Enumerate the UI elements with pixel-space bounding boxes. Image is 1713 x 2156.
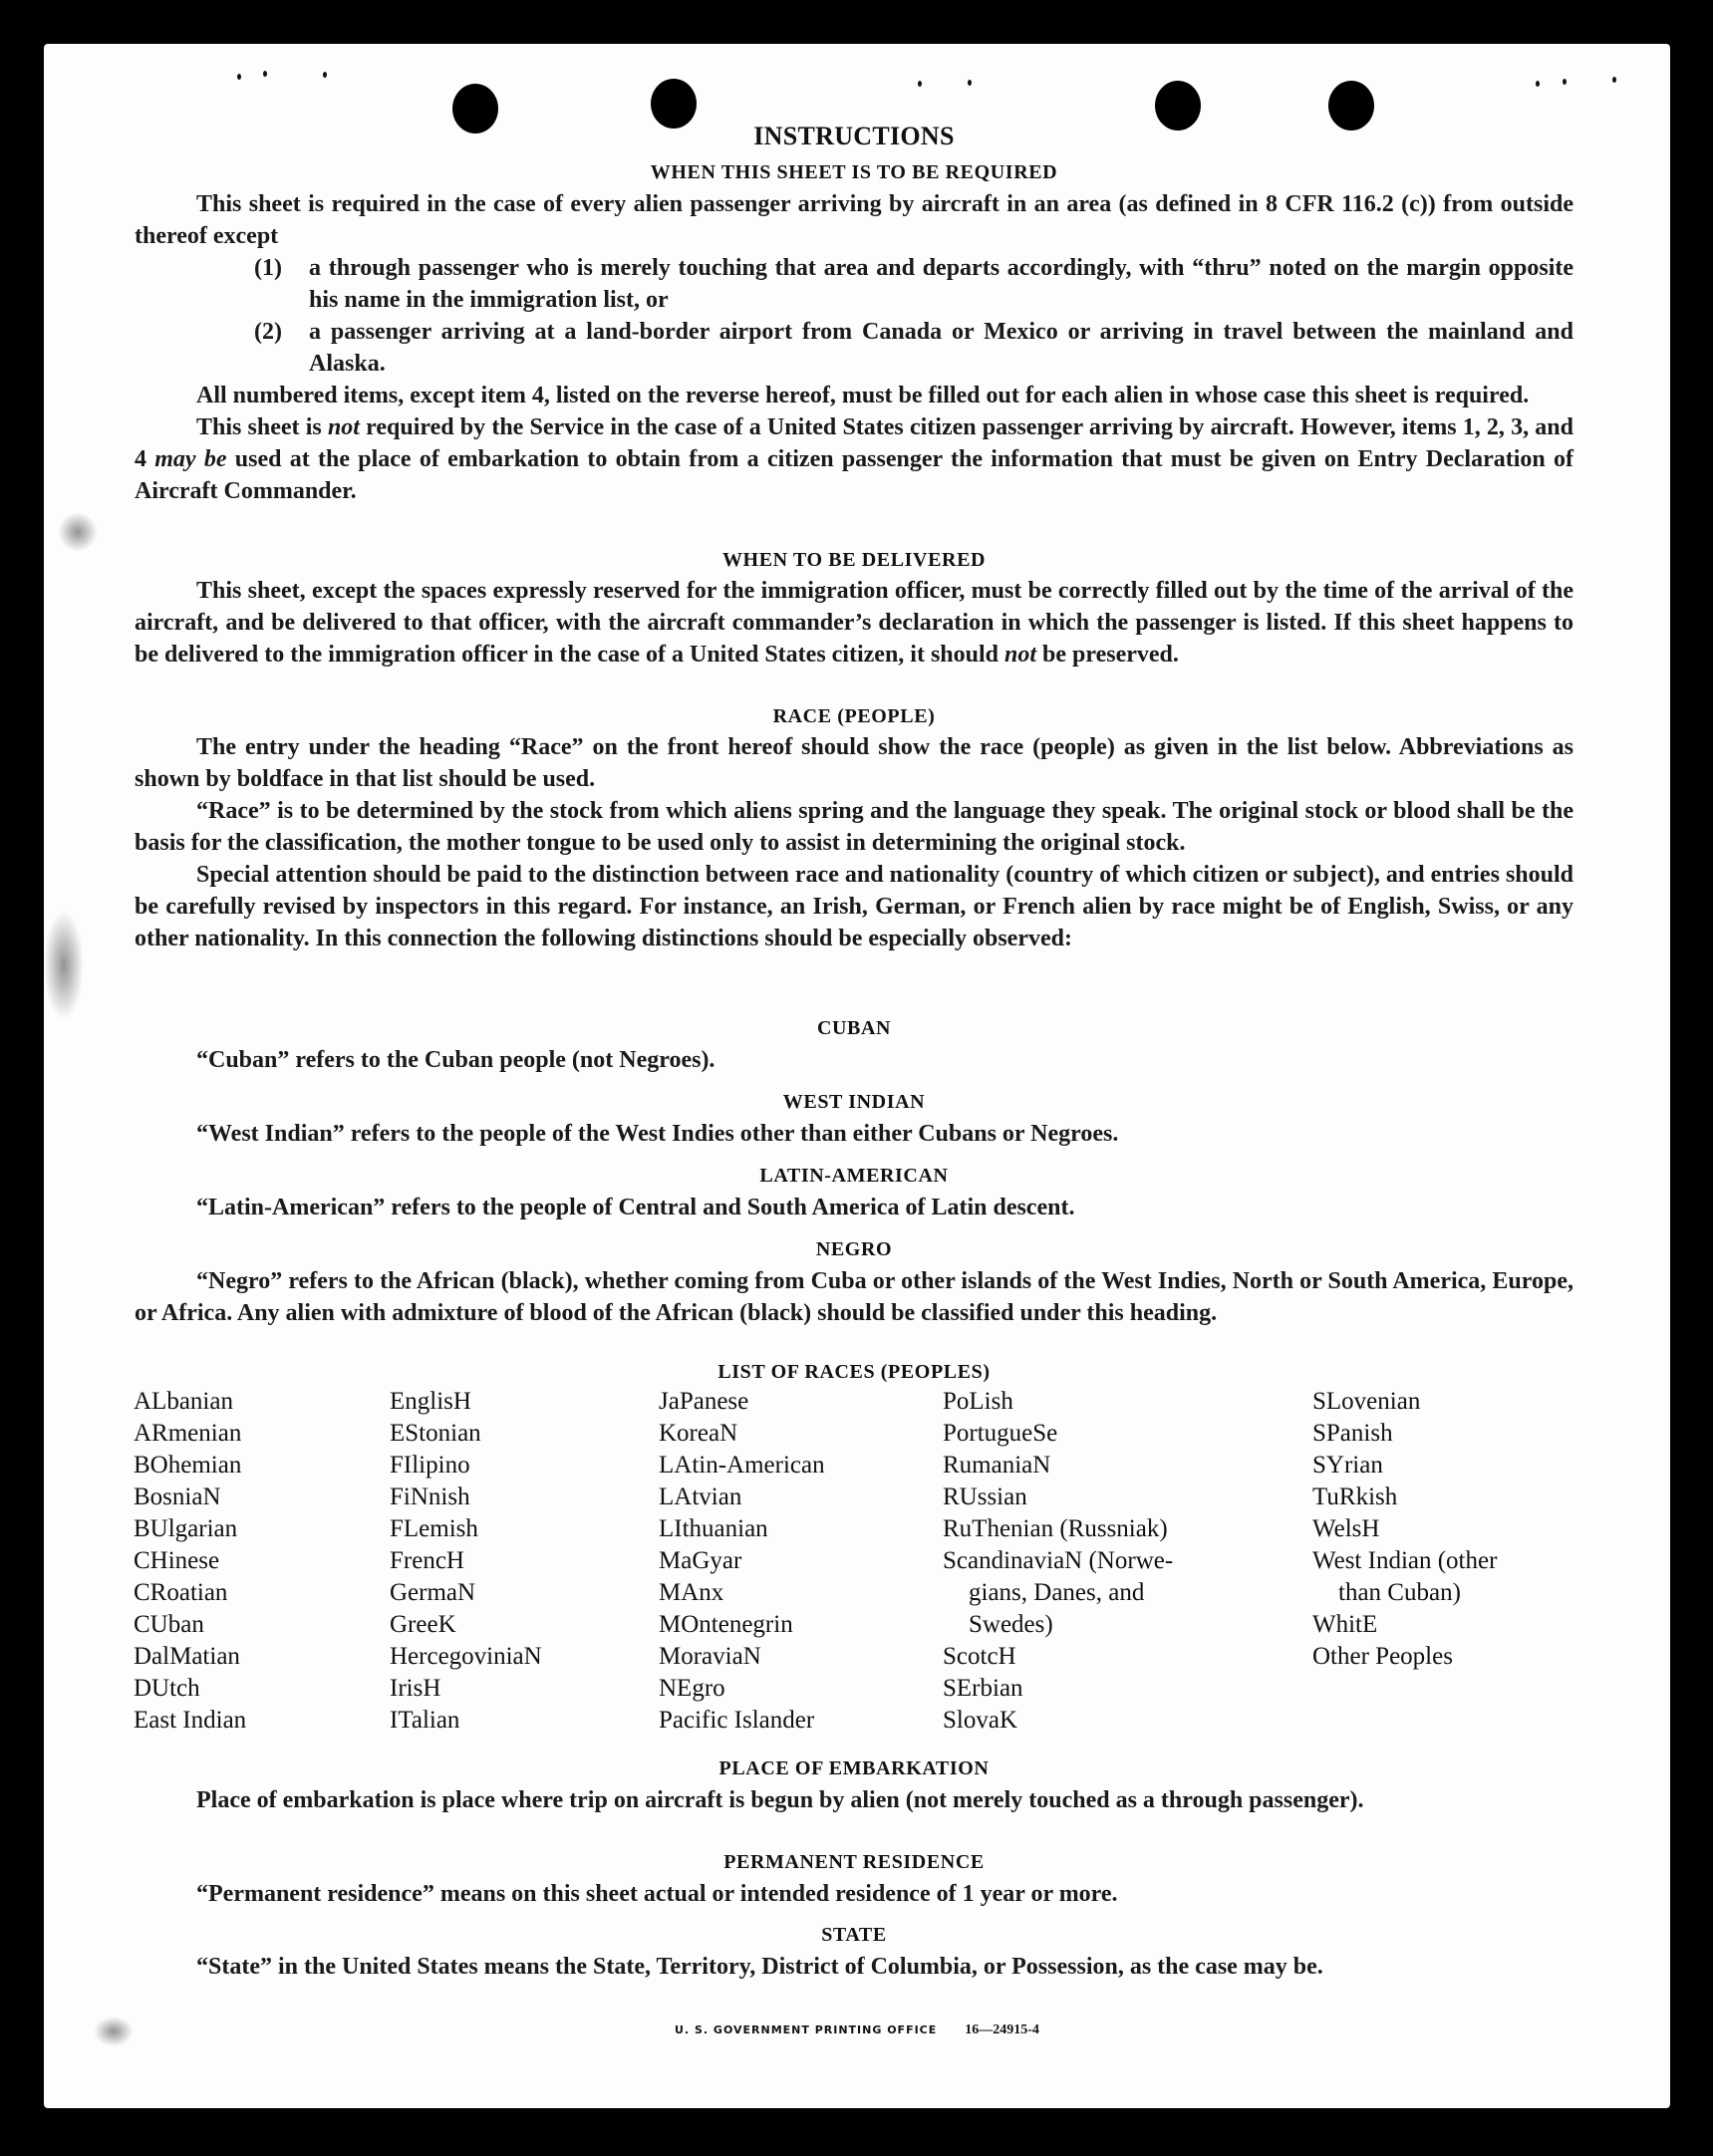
paragraph: All numbered items, except item 4, listed on the reverse hereof, must be filled out for each alien in whose case this sheet is required.: [196, 383, 1530, 408]
race-list-item: WhitE: [1312, 1611, 1378, 1638]
race-list-item: RUssian: [943, 1483, 1027, 1510]
section-embarkation: [135, 1784, 1573, 1816]
speck: [968, 80, 972, 86]
race-list-item: East Indian: [134, 1707, 247, 1734]
race-column-3: [659, 1386, 825, 1737]
section-required: [135, 188, 1573, 507]
emphasis: not: [1004, 642, 1037, 668]
paragraph: This sheet is required in the case of every alien passenger arriving by aircraft in an area (as defined in 8 CFR 116.2 (c)) from outside thereof except: [135, 191, 1573, 249]
race-column-4: [943, 1386, 1173, 1737]
race-list-item: FLemish: [390, 1515, 478, 1542]
race-list-item: LAtvian: [659, 1483, 742, 1510]
text: The entry under the heading “Race” on the front hereof should show the race (people) as given in the list below. Abbreviations as shown by: [135, 734, 1573, 792]
section-heading-required: WHEN THIS SHEET IS TO BE REQUIRED: [650, 161, 1058, 183]
section-negro: [135, 1265, 1573, 1329]
race-list-item: BUlgarian: [134, 1515, 238, 1542]
speck: [1612, 77, 1616, 83]
race-list-item: SErbian: [943, 1675, 1023, 1702]
race-list-item: PortugueSe: [943, 1420, 1058, 1447]
race-list-item: DUtch: [134, 1675, 200, 1702]
section-heading-state: STATE: [821, 1924, 887, 1946]
emphasis: may be: [154, 446, 227, 472]
section-latin-american: [135, 1192, 1573, 1223]
race-list-item: FIlipino: [390, 1452, 470, 1479]
paragraph: [135, 575, 1573, 671]
paragraph: [135, 731, 1573, 795]
race-list-item: GreeK: [390, 1611, 456, 1638]
race-list-item: MaGyar: [659, 1547, 742, 1574]
section-west-indian: [135, 1118, 1573, 1150]
race-list-item: SYrian: [1312, 1452, 1383, 1479]
race-list-item: CUban: [134, 1611, 204, 1638]
race-list-item: CRoatian: [134, 1579, 228, 1606]
section-state: [135, 1951, 1573, 1983]
race-list-item: MoraviaN: [659, 1643, 761, 1670]
page-title: INSTRUCTIONS: [753, 122, 955, 150]
race-list-item: IrisH: [390, 1675, 441, 1702]
race-column-1: [134, 1386, 246, 1737]
race-list-item: SLovenian: [1312, 1388, 1421, 1415]
speck: [1536, 81, 1540, 87]
paragraph: [135, 411, 1573, 507]
race-list-item: ScandinaviaN (Norwe-: [943, 1547, 1174, 1574]
text: This sheet, except the spaces expressly reserved for the immigration officer, must be correctly filled out by the time of the arrival of the aircraft, and be delivered to that officer, with the aircraft commander’s declaration in which the passenger is listed. If this sheet happens to be delivered to the immigration officer in the case of a United States citizen, it should: [135, 578, 1573, 668]
exception-item: [135, 316, 1573, 380]
paragraph: “State” in the United States means the State, Territory, District of Columbia, or Possession, as the case may be.: [196, 1954, 1323, 1980]
text: required by the Service in the case of a United States citizen passenger arriving by aircraft. However, items 1, 2, 3, and 4: [135, 414, 1573, 472]
item-text: a passenger arriving at a land-border airport from Canada or Mexico or arriving in travel between the mainland and Alaska.: [309, 319, 1573, 377]
text: in that list should be used.: [323, 766, 596, 792]
race-list-item: gians, Danes, and: [969, 1579, 1145, 1606]
paragraph: “West Indian” refers to the people of the West Indies other than either Cubans or Negroes.: [196, 1121, 1119, 1147]
smudge: [44, 911, 84, 1020]
race-list-item: ScotcH: [943, 1643, 1016, 1670]
race-list-item: Swedes): [969, 1611, 1053, 1638]
race-list: [134, 1386, 1588, 1745]
race-list-item: Other Peoples: [1312, 1643, 1453, 1670]
race-list-item: LIthuanian: [659, 1515, 768, 1542]
paragraph: “Latin-American” refers to the people of Central and South America of Latin descent.: [196, 1195, 1075, 1220]
speck: [323, 72, 327, 78]
speck: [237, 74, 241, 80]
race-list-item: MOntenegrin: [659, 1611, 793, 1638]
race-list-item: BosniaN: [134, 1483, 221, 1510]
section-heading-race: RACE (PEOPLE): [772, 705, 936, 727]
section-heading-west-indian: WEST INDIAN: [782, 1091, 926, 1113]
section-heading-delivered: WHEN TO BE DELIVERED: [721, 549, 987, 571]
section-race: [135, 731, 1573, 954]
race-list-item: MAnx: [659, 1579, 724, 1606]
race-list-item: FiNnish: [390, 1483, 470, 1510]
race-list-item: SlovaK: [943, 1707, 1017, 1734]
section-heading-list: LIST OF RACES (PEOPLES): [717, 1361, 991, 1383]
race-list-item: JaPanese: [659, 1388, 749, 1415]
item-number: (2): [254, 319, 282, 345]
bold-word: boldface: [236, 766, 324, 792]
speck: [263, 71, 267, 77]
race-list-item: GermaN: [390, 1579, 476, 1606]
race-list-item: KoreaN: [659, 1420, 738, 1447]
race-list-item: West Indian (other: [1312, 1547, 1498, 1574]
item-number: (1): [254, 255, 282, 281]
race-list-item: SPanish: [1312, 1420, 1393, 1447]
race-list-item: DalMatian: [134, 1643, 240, 1670]
form-code: 16—24915-4: [965, 2022, 1039, 2037]
race-list-item: NEgro: [659, 1675, 725, 1702]
emphasis: not: [327, 414, 360, 440]
section-cuban: [135, 1044, 1573, 1076]
race-list-item: ITalian: [390, 1707, 460, 1734]
speck: [1563, 79, 1567, 85]
section-delivered: [135, 575, 1573, 671]
text: This sheet is: [196, 414, 328, 440]
race-list-item: RumaniaN: [943, 1452, 1051, 1479]
exception-item: [135, 252, 1573, 316]
section-heading-embarkation: PLACE OF EMBARKATION: [718, 1757, 990, 1779]
text: be preserved.: [1036, 642, 1179, 668]
race-list-item: ARmenian: [134, 1420, 242, 1447]
printer-name: U. S. GOVERNMENT PRINTING OFFICE: [675, 2023, 938, 2036]
paragraph: “Race” is to be determined by the stock from which aliens spring and the language they speak. The original stock or blood shall be the basis for the classification, the mother tongue to be used only to assist in determining the original stock.: [135, 798, 1573, 856]
speck: [918, 81, 922, 87]
section-heading-latin-american: LATIN-AMERICAN: [759, 1165, 949, 1187]
race-list-item: PoLish: [943, 1388, 1013, 1415]
paragraph: Place of embarkation is place where trip on aircraft is begun by alien (not merely touched as a through passenger).: [196, 1787, 1364, 1813]
race-column-2: [390, 1386, 542, 1737]
paragraph: “Permanent residence” means on this sheet actual or intended residence of 1 year or more.: [196, 1881, 1118, 1907]
race-list-item: CHinese: [134, 1547, 220, 1574]
race-list-item: HercegoviniaN: [390, 1643, 542, 1670]
race-list-item: ALbanian: [134, 1388, 233, 1415]
text: used at the place of embarkation to obtain from a citizen passenger the information that must be given on Entry Declaration of Aircraft Commander.: [135, 446, 1573, 504]
printer-imprint: [44, 2022, 1670, 2038]
race-list-item: TuRkish: [1312, 1483, 1398, 1510]
race-list-item: than Cuban): [1338, 1579, 1461, 1606]
section-heading-negro: NEGRO: [815, 1238, 893, 1260]
paragraph: “Negro” refers to the African (black), whether coming from Cuba or other islands of the West Indies, North or South America, Europe, or Africa. Any alien with admixture of blood of the African (black) should be classified under this heading.: [135, 1268, 1573, 1326]
section-residence: [135, 1878, 1573, 1910]
paragraph: Special attention should be paid to the distinction between race and nationality (country of which citizen or subject), and entries should be carefully revised by inspectors in this regard. For instance, an Irish, German, or French alien by race might be of English, Swiss, or any other nationality. In this connection the following distinctions should be especially observed:: [135, 862, 1573, 951]
item-text: a through passenger who is merely touching that area and departs accordingly, with “thru” noted on the margin opposite his name in the immigration list, or: [309, 255, 1573, 313]
race-column-5: [1312, 1386, 1497, 1673]
section-heading-residence: PERMANENT RESIDENCE: [723, 1851, 985, 1873]
race-list-item: RuThenian (Russniak): [943, 1515, 1168, 1542]
race-list-item: WelsH: [1312, 1515, 1380, 1542]
section-heading-cuban: CUBAN: [816, 1017, 892, 1039]
race-list-item: Pacific Islander: [659, 1707, 815, 1734]
document-page: [44, 44, 1670, 2108]
race-list-item: LAtin-American: [659, 1452, 825, 1479]
race-list-item: BOhemian: [134, 1452, 242, 1479]
paragraph: “Cuban” refers to the Cuban people (not Negroes).: [196, 1047, 715, 1073]
smudge: [58, 512, 98, 552]
race-list-item: EStonian: [390, 1420, 481, 1447]
race-list-item: FrencH: [390, 1547, 464, 1574]
race-list-item: EnglisH: [390, 1388, 471, 1415]
